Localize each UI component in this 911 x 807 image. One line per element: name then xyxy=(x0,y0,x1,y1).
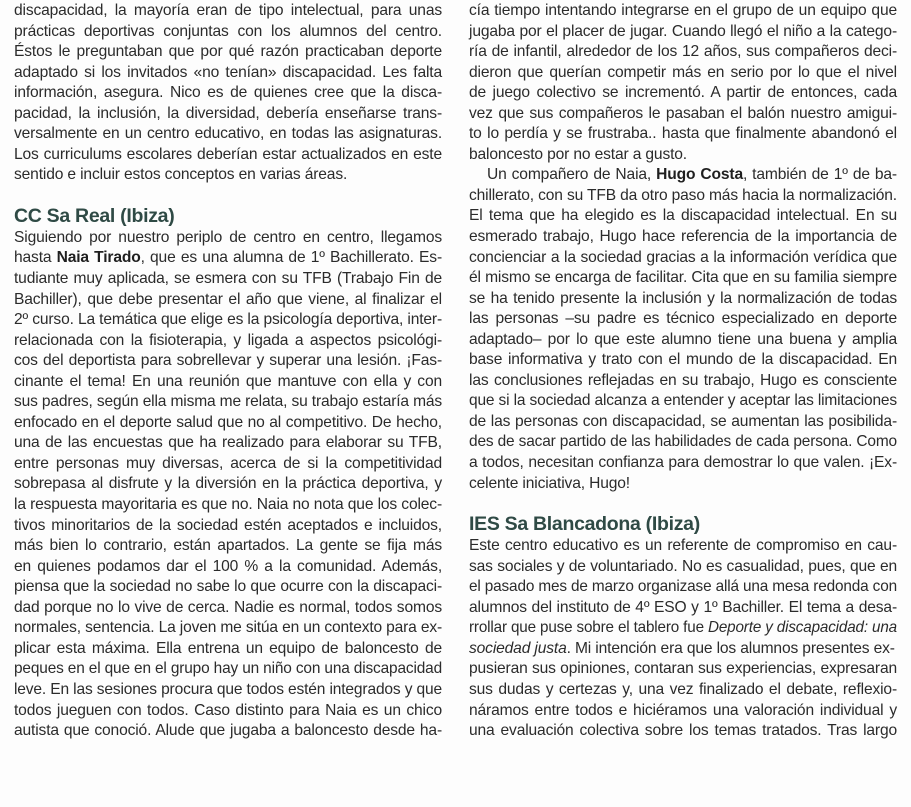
text-line: una de las encuestas que ha realizado para elaborar su TFB, xyxy=(14,434,442,452)
text-line: base informativa y trato con el mundo de la discapacidad. En xyxy=(469,351,897,369)
text-line: enfocado en el deporte salud que no al competitivo. De hecho, xyxy=(14,413,442,431)
text-line: sas sociales y de voluntariado. No es casualidad, pues, que en xyxy=(469,557,897,575)
debate-title-continued: sociedad justa xyxy=(469,639,567,657)
text-line: una evaluación colectiva sobre los temas tratados. Tras largo xyxy=(469,722,897,740)
hugo-costa-paragraph xyxy=(469,165,897,494)
text-line: normales, sentencia. La joven me sitúa en un contexto para ex- xyxy=(14,619,442,637)
text-line: sus dudas y certezas y, una vez finalizado el debate, reflexio- xyxy=(469,680,897,698)
text-fragment: , que es una alumna de 1º Bachillerato. Es- xyxy=(140,249,442,267)
text-line: Bachiller), que debe presentar el año que viene, al finalizar el xyxy=(14,290,442,308)
text-line: versalmente en un centro educativo, en todas las asignaturas. xyxy=(14,125,442,143)
student-name-naia-tirado: Naia Tirado xyxy=(56,249,141,267)
debate-title: Deporte y discapacidad: una xyxy=(708,619,898,637)
text-line xyxy=(469,618,897,639)
text-line: baloncesto por no estar a gusto. xyxy=(469,145,687,163)
text-line: de juego colectivo se incrementó. A partir de entonces, cada xyxy=(469,84,897,102)
text-line: de las personas con discapacidad, se aumentan las posibilida- xyxy=(469,412,897,430)
continuation-paragraph xyxy=(469,1,897,165)
text-line: cos del deportista para sobrellevar y superar una lesión. ¡Fas- xyxy=(14,352,442,370)
text-line: esmerado trabajo, Hugo hace referencia de la importancia de xyxy=(469,228,897,246)
text-line: a todos, necesitan confianza para demostrar lo que valen. ¡Ex- xyxy=(469,454,897,472)
text-line: el pasado mes de marzo organizase allá una mesa redonda con xyxy=(469,578,897,596)
text-line: concienciar a la sociedad gracias a la información verídica que xyxy=(469,248,897,266)
text-line: sobrepasa al disfrute y la diversión en la práctica deportiva, y xyxy=(14,475,442,493)
text-line: jugaba por el placer de jugar. Cuando llegó el niño a la catego- xyxy=(469,22,897,40)
text-line: náramos entre todos e hiciéramos una valoración individual y xyxy=(469,701,897,719)
text-line: adaptado si los invitados «no tenían» discapacidad. Les falta xyxy=(14,63,442,81)
text-line: to lo perdía y se frustraba.. hasta que finalmente abandonó el xyxy=(469,125,897,143)
text-line: Siguiendo por nuestro periplo de centro en centro, llegamos xyxy=(14,228,442,246)
text-line: información, asegura. Nico es de quienes cree que la disca- xyxy=(14,84,442,102)
text-line: dad porque no lo vive de cerca. Nadie es normal, todos somos xyxy=(14,598,442,616)
text-line: Los curriculums escolares deberían estar actualizados en este xyxy=(14,145,442,163)
intro-paragraph xyxy=(14,1,442,186)
text-line: sentido e incluir estos conceptos en varias áreas. xyxy=(14,166,348,184)
section-heading-ies-sa-blancadona: IES Sa Blancadona (Ibiza) xyxy=(469,513,700,536)
text-line: pacidad, la inclusión, la diversidad, debería enseñarse trans- xyxy=(14,104,442,122)
text-line: que si la sociedad alcanza a entender y aceptar las limitaciones xyxy=(469,392,897,410)
text-line: leve. En las sesiones procura que todos estén integrados y que xyxy=(14,680,443,698)
spacer xyxy=(469,494,897,512)
text-line: las conclusiones reflejadas en su trabajo, Hugo es consciente xyxy=(469,371,897,389)
text-line: las personas –su padre es técnico especializado en deporte xyxy=(469,310,897,328)
text-line: celente iniciativa, Hugo! xyxy=(469,474,630,492)
text-line: más bien lo contrario, están apartados. La gente se fija más xyxy=(14,537,442,555)
left-column xyxy=(14,1,442,742)
text-line: prácticas deportivas conjuntas con los alumnos del centro. xyxy=(14,22,442,40)
text-line: tivos minoritarios de la sociedad estén aceptados e incluidos, xyxy=(14,516,442,534)
section-heading-cc-sa-real: CC Sa Real (Ibiza) xyxy=(14,204,175,227)
text-line: 2º curso. La temática que elige es la psicología deportiva, inter- xyxy=(14,311,443,329)
text-line: alumnos del instituto de 4º ESO y 1º Bachiller. El tema a desa- xyxy=(469,598,897,616)
text-line: tudiante muy aplicada, se esmera con su TFB (Trabajo Fin de xyxy=(14,270,442,288)
text-line: dieron que querían competir más en serio por lo que el nivel xyxy=(469,63,897,81)
text-line: El tema que ha elegido es la discapacidad intelectual. En su xyxy=(469,207,897,225)
text-fragment: . Mi intención era que los alumnos presentes ex- xyxy=(566,639,895,657)
student-name-hugo-costa: Hugo Costa xyxy=(656,166,743,184)
text-line: peques en el que en el grupo hay un niño con una discapacidad xyxy=(14,660,443,678)
text-line xyxy=(14,248,442,269)
text-line: sus padres, según ella misma me relata, su trabajo estaría más xyxy=(14,393,443,411)
text-line: adaptado– por lo que este alumno tiene una buena y amplia xyxy=(469,330,897,348)
text-line: la respuesta mayoritaria es que no. Naia no nota que los colec- xyxy=(14,496,442,514)
text-line: en quienes podamos dar el 100 % a la comunidad. Además, xyxy=(14,557,442,575)
text-line: Éstos le preguntaban que por qué razón practicaban deporte xyxy=(14,43,442,61)
text-line: autista que conoció. Alude que jugaba a baloncesto desde ha- xyxy=(14,722,442,740)
text-line: relacionada con la fisioterapia, y ligada a aspectos psicológi- xyxy=(14,331,442,349)
spacer xyxy=(14,186,442,204)
text-line: discapacidad, la mayoría eran de tipo intelectual, para unas xyxy=(14,2,442,19)
text-fragment: , también de 1º de ba- xyxy=(742,166,897,184)
text-line: él mismo se encarga de facilitar. Cita que en su familia siempre xyxy=(469,269,897,287)
text-line: Este centro educativo es un referente de compromiso en cau- xyxy=(469,537,897,555)
text-line: pusieran sus opiniones, contaran sus experiencias, expresaran xyxy=(469,660,897,678)
text-line: entre personas muy diversas, acerca de si la competitividad xyxy=(14,454,442,472)
text-fragment: Un compañero de Naia, xyxy=(487,166,657,184)
text-line: des de sacar partido de las habilidades de cada persona. Como xyxy=(469,433,897,451)
text-line: ría de infantil, alrededor de los 12 años, sus compañeros deci- xyxy=(469,43,897,61)
text-line: todos jueguen con todos. Caso distinto para Naia es un chico xyxy=(14,701,442,719)
text-line: vez que sus compañeros le pasaban el balón nuestro amigui- xyxy=(469,104,897,122)
cc-sa-real-paragraph xyxy=(14,228,442,742)
text-line xyxy=(469,639,897,660)
ies-sa-blancadona-paragraph xyxy=(469,536,897,741)
text-fragment: hasta xyxy=(14,249,57,267)
text-fragment: rrollar que puse sobre el tablero fue xyxy=(469,619,709,637)
text-line: piensa que la sociedad no sabe lo que ocurre con la discapaci- xyxy=(14,578,442,596)
text-line: cía tiempo intentando integrarse en el grupo de un equipo que xyxy=(469,2,897,19)
text-line: se ha tenido presente la inclusión y la normalización de todas xyxy=(469,289,897,307)
text-line xyxy=(469,165,897,186)
text-line: chillerato, con su TFB da otro paso más hacia la normalización. xyxy=(469,186,897,204)
text-line: cinante el tema! En una reunión que mantuve con ella y con xyxy=(14,372,442,390)
right-column xyxy=(469,1,897,742)
text-line: plicar esta máxima. Ella entrena un equipo de baloncesto de xyxy=(14,639,442,657)
